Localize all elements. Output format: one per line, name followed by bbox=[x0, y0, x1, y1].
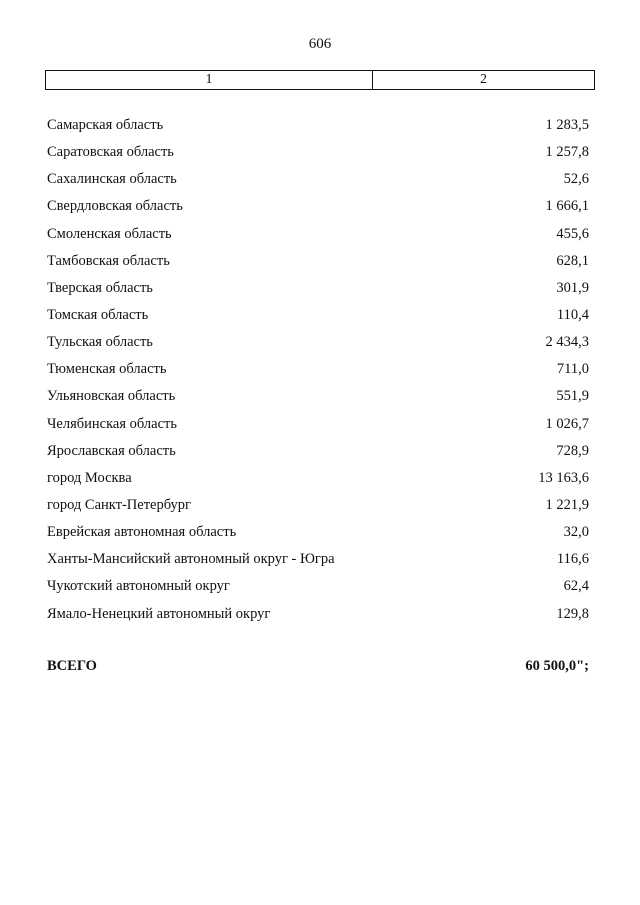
region-name: Тамбовская область bbox=[47, 252, 170, 269]
table-row bbox=[47, 358, 589, 385]
region-value: 116,6 bbox=[556, 551, 589, 568]
total-row bbox=[47, 658, 589, 675]
table-row bbox=[47, 440, 589, 467]
region-value: 52,6 bbox=[563, 171, 589, 188]
table-body bbox=[47, 114, 589, 630]
region-name: Ульяновская область bbox=[47, 388, 176, 405]
total-label: ВСЕГО bbox=[47, 658, 97, 674]
page-number: 606 bbox=[308, 36, 332, 52]
region-value: 1 221,9 bbox=[545, 496, 589, 513]
region-value: 455,6 bbox=[556, 225, 589, 242]
table-row bbox=[47, 385, 589, 412]
table-row bbox=[47, 521, 589, 548]
table-row bbox=[47, 331, 589, 358]
table-row bbox=[47, 114, 589, 141]
table-row bbox=[47, 168, 589, 195]
table-row bbox=[47, 304, 589, 331]
region-value: 2 434,3 bbox=[545, 334, 589, 351]
region-value: 1 666,1 bbox=[545, 198, 589, 215]
region-value: 728,9 bbox=[556, 442, 589, 459]
region-name: Сахалинская область bbox=[47, 171, 177, 188]
region-name: Тюменская область bbox=[47, 361, 167, 378]
region-value: 1 283,5 bbox=[545, 117, 589, 133]
table-row bbox=[47, 250, 589, 277]
region-value: 1 026,7 bbox=[545, 415, 589, 432]
region-name: Ямало-Ненецкий автономный округ bbox=[47, 605, 271, 622]
region-value: 110,4 bbox=[556, 306, 589, 323]
region-name: Чукотский автономный округ bbox=[47, 578, 230, 595]
total-value: 60 500,0"; bbox=[525, 658, 589, 674]
region-name: Самарская область bbox=[47, 117, 164, 133]
table-row bbox=[47, 494, 589, 521]
table-header bbox=[45, 70, 595, 90]
region-name: Тульская область bbox=[47, 334, 153, 351]
table-row bbox=[47, 223, 589, 250]
region-value: 62,4 bbox=[563, 578, 589, 595]
table-row bbox=[47, 277, 589, 304]
region-value: 13 163,6 bbox=[538, 469, 589, 486]
region-name: Свердловская область bbox=[47, 198, 183, 215]
region-name: город Санкт-Петербург bbox=[47, 496, 192, 513]
region-name: город Москва bbox=[47, 469, 132, 486]
region-value: 551,9 bbox=[556, 388, 589, 405]
region-name: Томская область bbox=[47, 306, 149, 323]
header-column-2: 2 bbox=[480, 72, 487, 87]
table-row bbox=[47, 195, 589, 222]
table-row bbox=[47, 575, 589, 602]
region-name: Ярославская область bbox=[47, 442, 176, 459]
region-name: Смоленская область bbox=[47, 225, 172, 242]
region-value: 711,0 bbox=[556, 361, 589, 378]
region-name: Ханты-Мансийский автономный округ - Югра bbox=[47, 551, 335, 568]
region-value: 32,0 bbox=[563, 524, 589, 541]
header-column-1: 1 bbox=[46, 71, 373, 89]
table-row bbox=[47, 141, 589, 168]
region-value: 129,8 bbox=[556, 605, 589, 622]
table-row bbox=[47, 467, 589, 494]
table-row bbox=[47, 603, 589, 630]
region-name: Тверская область bbox=[47, 279, 153, 296]
region-value: 301,9 bbox=[556, 279, 589, 296]
region-name: Челябинская область bbox=[47, 415, 177, 432]
region-value: 1 257,8 bbox=[545, 144, 589, 161]
region-name: Саратовская область bbox=[47, 144, 174, 161]
region-value: 628,1 bbox=[556, 252, 589, 269]
region-name: Еврейская автономная область bbox=[47, 524, 237, 541]
table-row bbox=[47, 413, 589, 440]
table-row bbox=[47, 548, 589, 575]
